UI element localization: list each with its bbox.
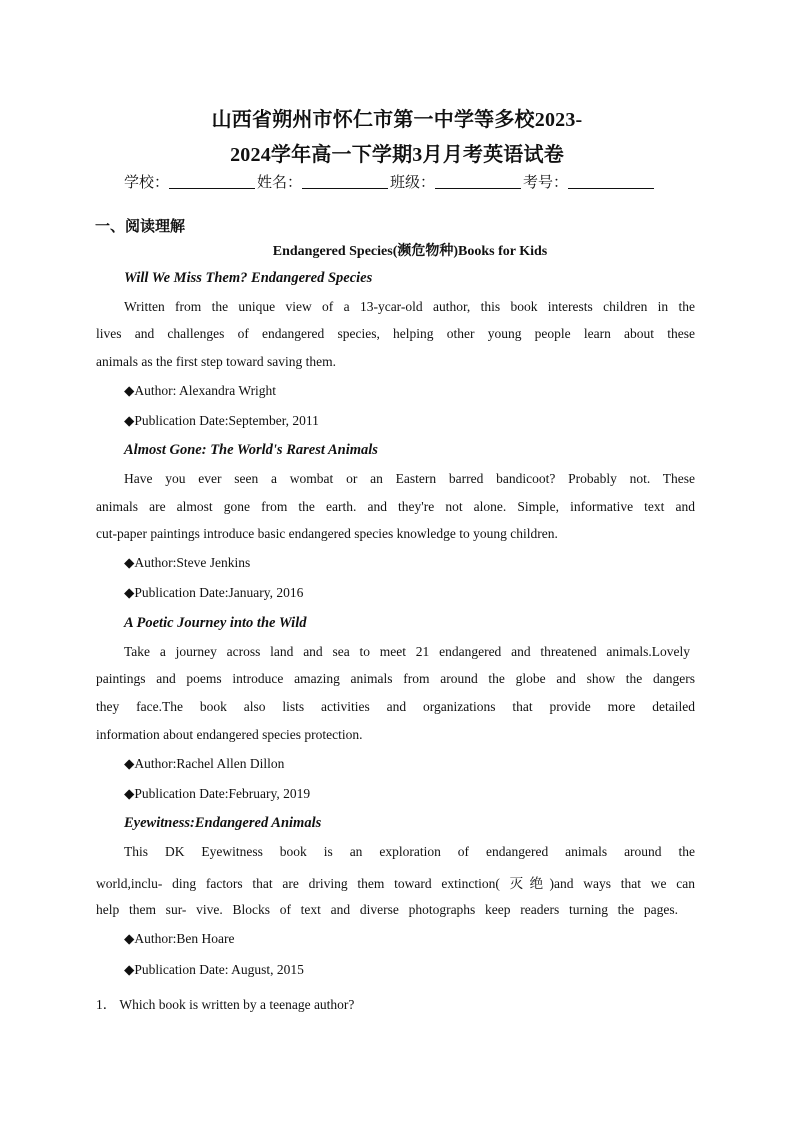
book-author: ◆Author:Rachel Allen Dillon — [124, 756, 285, 771]
exam-title-line2: 2024学年高一下学期3月月考英语试卷 — [230, 144, 564, 166]
book-author: ◆Author:Steve Jenkins — [124, 555, 251, 570]
book-description-line: Written from the unique view of a 13-ycar-old author, this book interests children in the — [124, 299, 695, 314]
book-publication-date: ◆Publication Date:January, 2016 — [124, 585, 304, 600]
student-info-line — [124, 171, 656, 192]
book-description-line: Have you ever seen a wombat or an Eastern barred bandicoot? Probably not. These — [124, 471, 695, 486]
book-description-line: world,inclu- ding factors that are driving them toward extinction( 灭绝)and ways that we can — [96, 876, 695, 891]
exam-title-line1: 山西省朔州市怀仁市第一中学等多校2023- — [211, 109, 583, 131]
book-description-line: cut-paper paintings introduce basic endangered species knowledge to young children. — [96, 526, 558, 541]
class-blank[interactable] — [435, 174, 521, 189]
book-publication-date: ◆Publication Date:February, 2019 — [124, 786, 311, 801]
book-description-line: Take a journey across land and sea to meet 21 endangered and threatened animals.Lovely — [124, 644, 690, 659]
book-description-line: they face.The book also lists activities and organizations that provide more detailed — [96, 699, 695, 714]
section-heading: 一、阅读理解 — [95, 217, 186, 235]
book-description-line: animals as the first step toward saving them. — [96, 354, 336, 369]
book-description-line: paintings and poems introduce amazing animals from around the globe and show the dangers — [96, 671, 695, 686]
name-label: 姓名： — [257, 173, 303, 191]
question-1: 1． Which book is written by a teenage author? — [96, 997, 355, 1012]
book-title: Will We Miss Them? Endangered Species — [124, 270, 373, 286]
book-publication-date: ◆Publication Date:September, 2011 — [124, 413, 319, 428]
book-title: A Poetic Journey into the Wild — [124, 615, 307, 631]
book-author: ◆Author: Alexandra Wright — [124, 383, 277, 398]
book-title: Almost Gone: The World's Rarest Animals — [124, 442, 378, 458]
book-description-line: animals are almost gone from the earth. and they're not alone. Simple, informative text and — [96, 499, 695, 514]
book-publication-date: ◆Publication Date: August, 2015 — [124, 962, 304, 977]
book-title: Eyewitness:Endangered Animals — [124, 815, 322, 831]
school-blank[interactable] — [169, 174, 255, 189]
exam-number-label: 考号： — [523, 173, 569, 191]
book-description-line: information about endangered species protection. — [96, 727, 363, 742]
book-description-line: This DK Eyewitness book is an exploration of endangered animals around the — [124, 844, 695, 859]
passage-title: Endangered Species(濒危物种)Books for Kids — [272, 244, 548, 259]
book-author: ◆Author:Ben Hoare — [124, 931, 235, 946]
book-description-line: lives and challenges of endangered species, helping other young people learn about these — [96, 326, 695, 341]
exam-number-blank[interactable] — [568, 174, 654, 189]
class-label: 班级： — [390, 173, 436, 191]
book-description-line: help them sur- vive. Blocks of text and diverse photographs keep readers turning the pages. — [96, 902, 678, 917]
school-label: 学校： — [124, 173, 170, 191]
name-blank[interactable] — [302, 174, 388, 189]
